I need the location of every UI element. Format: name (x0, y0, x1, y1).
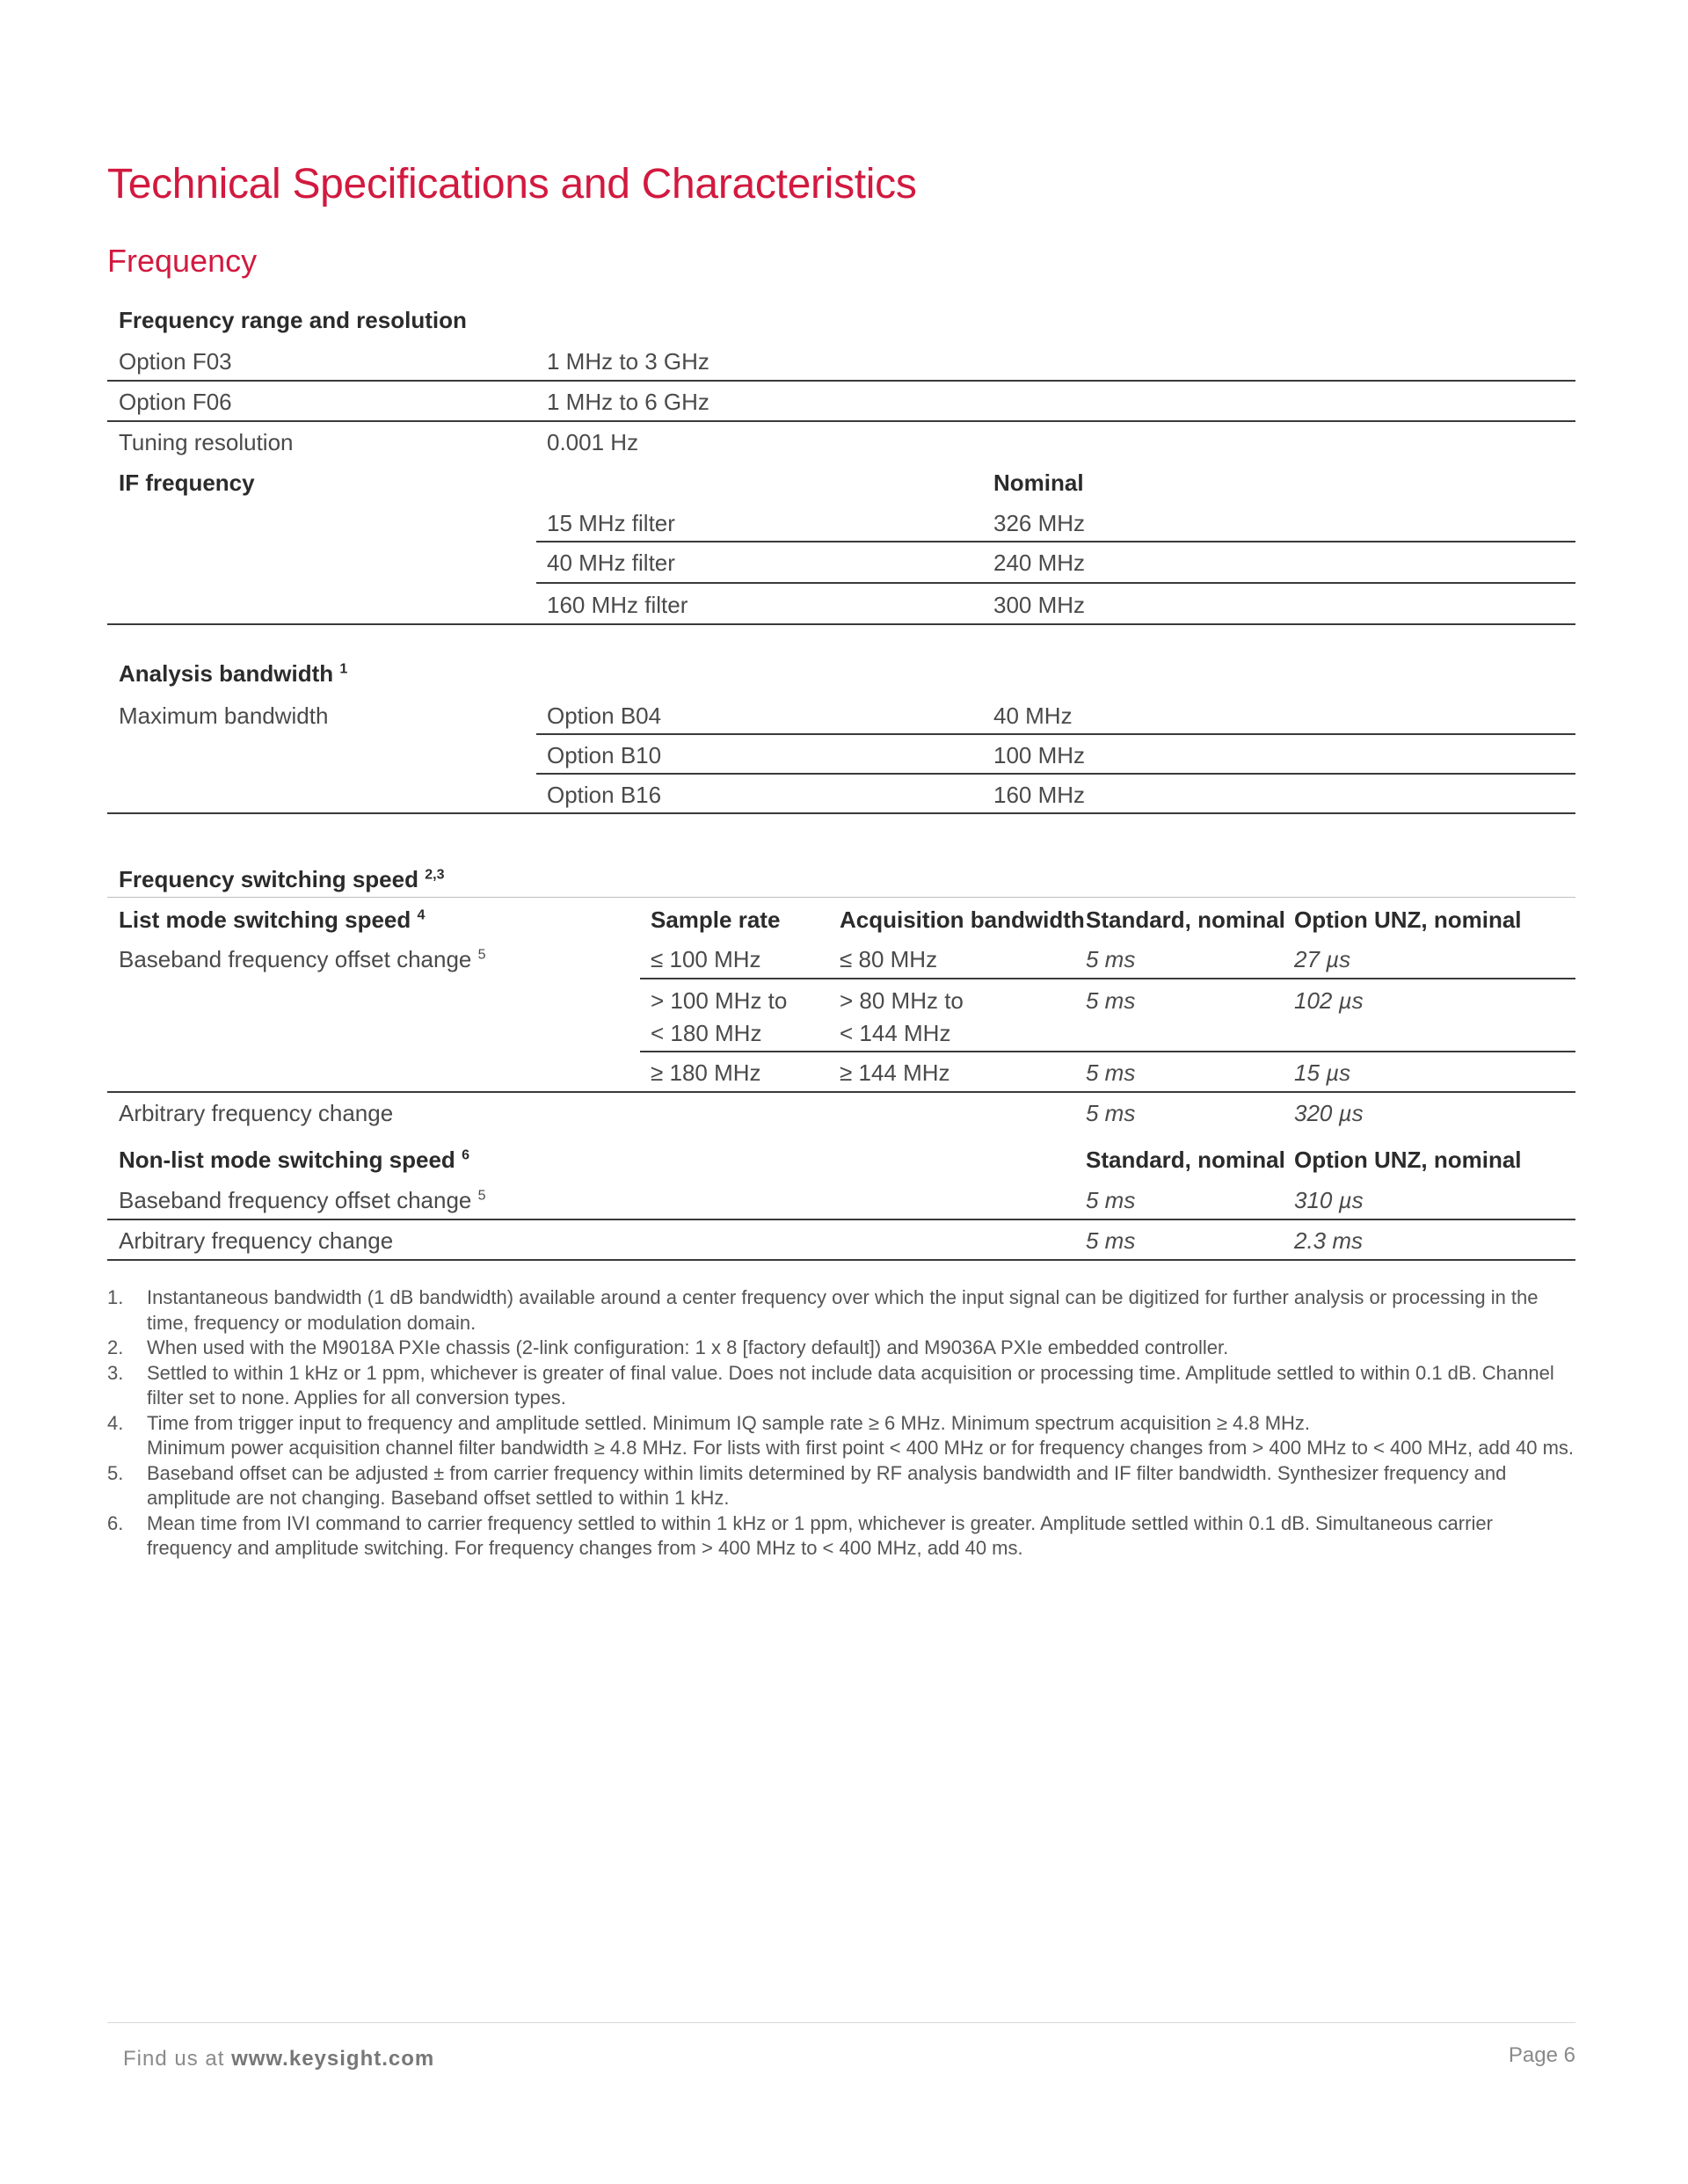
if-filter-40-label: 40 MHz filter (547, 550, 675, 576)
col-option-unz-nominal: Option UNZ, nominal (1294, 906, 1522, 933)
option-b16-value: 160 MHz (993, 782, 1086, 808)
row-divider (536, 541, 1575, 542)
footnote-item (107, 1511, 1575, 1562)
option-b04-value: 40 MHz (993, 703, 1073, 729)
row-divider (536, 582, 1575, 584)
footer-prefix: Find us at (123, 2047, 232, 2071)
tuning-resolution-label: Tuning resolution (119, 429, 294, 455)
footnote-item (107, 1336, 1575, 1361)
option-f06-value: 1 MHz to 6 GHz (547, 389, 709, 415)
tuning-resolution-value: 0.001 Hz (547, 429, 639, 455)
footnote-ref: 2,3 (425, 867, 445, 883)
list-mode-heading: List mode switching speed $^4$ (119, 906, 426, 933)
row-divider (107, 380, 1575, 382)
standard-value: 5 ms (1086, 1100, 1136, 1126)
footnote-item (107, 1361, 1575, 1411)
if-filter-15-label: 15 MHz filter (547, 510, 675, 536)
row-divider (640, 978, 1575, 979)
unz-value: 15 µs (1294, 1059, 1351, 1086)
row-divider (107, 1259, 1575, 1261)
sample-rate-cell: ≤ 100 MHz (651, 946, 761, 972)
unz-value: 310 µs (1294, 1187, 1364, 1213)
if-filter-15-value: 326 MHz (993, 510, 1086, 536)
row-divider (640, 1051, 1575, 1052)
footnote-number: 3. (107, 1361, 124, 1384)
sample-rate-cell: ≥ 180 MHz (651, 1059, 761, 1086)
row-divider (107, 623, 1575, 625)
footnote-number: 1. (107, 1286, 124, 1308)
if-nominal-header: Nominal (993, 470, 1084, 496)
footnote-text: Instantaneous bandwidth (1 dB bandwidth) available around a center frequency over which the input signal can be digitized for further analysis or processing in the time, frequency or modulation domain. (147, 1286, 1539, 1334)
standard-value: 5 ms (1086, 987, 1136, 1014)
footnote-text: Mean time from IVI command to carrier frequency settled to within 1 kHz or 1 ppm, whichever is greater. Amplitude settled within 0.1 dB. Simultaneous carrier frequency and amplitude switching. For frequency changes from > 400 MHz to < 400 MHz, add 40 ms. (147, 1511, 1493, 1559)
option-b10-label: Option B10 (547, 742, 662, 768)
unz-value: 27 µs (1294, 946, 1351, 972)
footnote-text: Settled to within 1 kHz or 1 ppm, whichever is greater of final value. Does not include data acquisition or processing time. Amplitude settled to within 0.1 dB. Channel filter set to none. Applies for all conversion types. (147, 1361, 1554, 1409)
freq-range-heading: Frequency range and resolution (119, 307, 467, 333)
footnote-number: 5. (107, 1461, 124, 1484)
sample-rate-cell: < 180 MHz (651, 1020, 762, 1046)
non-list-mode-heading: Non-list mode switching speed $^6$ (119, 1147, 469, 1173)
unz-value: 102 µs (1294, 987, 1364, 1014)
option-f03-value: 1 MHz to 3 GHz (547, 348, 709, 375)
option-f06-label: Option F06 (119, 389, 232, 415)
footnote-ref: 6 (462, 1147, 469, 1163)
acq-bw-cell: < 144 MHz (840, 1020, 951, 1046)
option-f03-label: Option F03 (119, 348, 232, 375)
footnote-item (107, 1285, 1575, 1336)
footnote-item (107, 1461, 1575, 1511)
row-divider (107, 812, 1575, 814)
arbitrary-change-label: Arbitrary frequency change (119, 1227, 394, 1254)
option-b10-value: 100 MHz (993, 742, 1086, 768)
row-divider (107, 1091, 1575, 1093)
baseband-offset-label: Baseband frequency offset change $^5$ (119, 946, 486, 972)
baseband-offset-label: Baseband frequency offset change $^5$ (119, 1187, 486, 1213)
section-title: Frequency (107, 243, 258, 279)
if-frequency-heading: IF frequency (119, 470, 255, 496)
footnote-ref: 4 (417, 907, 426, 923)
acq-bw-cell: ≥ 144 MHz (840, 1059, 950, 1086)
col-standard-nominal: Standard, nominal (1086, 1147, 1285, 1173)
footer-divider (107, 2022, 1575, 2023)
arbitrary-change-label: Arbitrary frequency change (119, 1100, 394, 1126)
page-title: Technical Specifications and Characteristics (107, 161, 917, 207)
row-divider (107, 1219, 1575, 1220)
footnote-text: Baseband offset can be adjusted ± from carrier frequency within limits determined by RF analysis bandwidth and IF filter bandwidth. Synthesizer frequency and amplitude are not changing. Baseband offset settled to within 1 kHz. (147, 1461, 1507, 1509)
unz-value: 2.3 ms (1294, 1227, 1364, 1254)
analysis-bw-heading: Analysis bandwidth $^1$ (119, 660, 348, 687)
footer-contact (123, 2047, 434, 2071)
footnote-text: When used with the M9018A PXIe chassis (2-link configuration: 1 x 8 [factory default]) and M9036A PXIe embedded controller. (147, 1336, 1229, 1358)
page-number: Page 6 (1508, 2043, 1575, 2067)
switching-speed-heading: Frequency switching speed $^{2,3}$ (119, 866, 445, 892)
row-divider (536, 773, 1575, 775)
col-acquisition-bandwidth: Acquisition bandwidth (840, 906, 1085, 933)
sample-rate-cell: > 100 MHz to (651, 987, 788, 1014)
unz-value: 320 µs (1294, 1100, 1364, 1126)
acq-bw-cell: ≤ 80 MHz (840, 946, 938, 972)
footnote-text: Minimum power acquisition channel filter bandwidth ≥ 4.8 MHz. For lists with first point < 400 MHz or for frequency changes from > 400 MHz to < 400 MHz, add 40 ms. (147, 1437, 1575, 1459)
col-standard-nominal: Standard, nominal (1086, 906, 1285, 933)
acq-bw-cell: > 80 MHz to (840, 987, 964, 1014)
standard-value: 5 ms (1086, 1187, 1136, 1213)
footnote-number: 4. (107, 1411, 124, 1434)
if-filter-40-value: 240 MHz (993, 550, 1086, 576)
option-b04-label: Option B04 (547, 703, 662, 729)
row-divider (107, 420, 1575, 422)
row-divider (536, 733, 1575, 735)
footnote-ref: 1 (339, 661, 348, 677)
if-filter-160-label: 160 MHz filter (547, 592, 688, 618)
option-b16-label: Option B16 (547, 782, 662, 808)
standard-value: 5 ms (1086, 1227, 1136, 1254)
footnote-item (107, 1411, 1575, 1461)
standard-value: 5 ms (1086, 1059, 1136, 1086)
col-option-unz-nominal: Option UNZ, nominal (1294, 1147, 1522, 1173)
footnote-ref: 5 (477, 947, 486, 963)
max-bandwidth-label: Maximum bandwidth (119, 703, 329, 729)
footnote-text: Time from trigger input to frequency and amplitude settled. Minimum IQ sample rate ≥ 6 MHz. Minimum spectrum acquisition ≥ 4.8 MHz. (147, 1411, 1311, 1434)
standard-value: 5 ms (1086, 946, 1136, 972)
footnotes-list (107, 1285, 1575, 1562)
footnote-number: 6. (107, 1511, 124, 1534)
footer-url-link[interactable]: www.keysight.com (231, 2047, 435, 2071)
row-divider (107, 897, 1575, 898)
if-filter-160-value: 300 MHz (993, 592, 1086, 618)
col-sample-rate: Sample rate (651, 906, 781, 933)
footnote-number: 2. (107, 1336, 124, 1358)
footnote-ref: 5 (477, 1188, 486, 1204)
